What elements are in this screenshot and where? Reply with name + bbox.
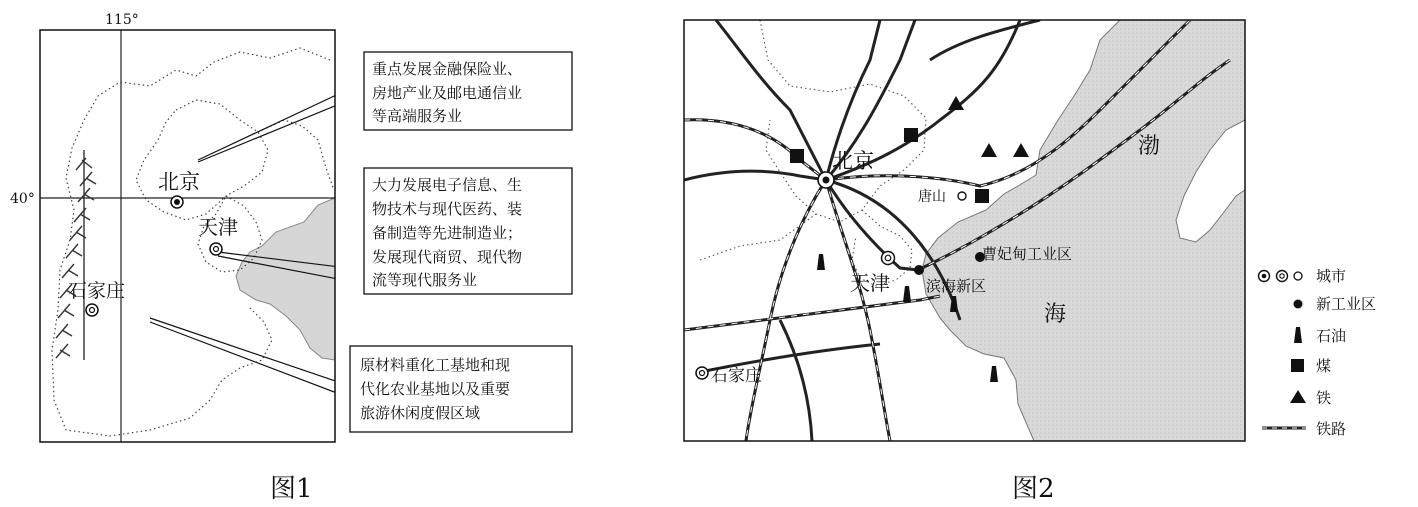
- northeast-boundary: [258, 120, 334, 190]
- bohai-sea-shading: [236, 198, 335, 360]
- iron-icon: [1013, 143, 1029, 157]
- box-beijing-line: 等高端服务业: [372, 107, 463, 125]
- shijiazhuang-symbol: [696, 367, 708, 379]
- bo-label: 渤: [1138, 134, 1161, 159]
- connector-beijing: [198, 82, 364, 160]
- hai-label: 海: [1044, 302, 1067, 327]
- lon-label: 115°: [105, 12, 139, 28]
- map2-caption: 图2: [1012, 474, 1055, 504]
- beijing-label: 北京: [832, 149, 874, 173]
- tianjin-symbol: [882, 252, 895, 265]
- box-tianjin-line: 发展现代商贸、现代物: [372, 248, 523, 266]
- box-hebei-line: 代化农业基地以及重要: [360, 380, 511, 398]
- coal-icon: [975, 189, 989, 203]
- shijiazhuang-symbol: [86, 304, 98, 316]
- legend: [1259, 267, 1377, 438]
- binhai-new-industrial-zone: [914, 265, 924, 275]
- oil-icon: [990, 366, 998, 382]
- box-beijing: [364, 52, 572, 130]
- beijing-symbol: [171, 196, 183, 208]
- shijiazhuang-label: 石家庄: [711, 366, 762, 386]
- legend-label: 石油: [1316, 327, 1347, 345]
- oil-icon: [903, 286, 911, 302]
- lat-label: 40°: [10, 191, 35, 207]
- legend-label: 铁: [1316, 389, 1332, 407]
- oil-icon: [1294, 327, 1302, 343]
- coal-icon: [904, 128, 918, 142]
- tangshan-label: 唐山: [918, 189, 946, 205]
- coal-icon: [790, 149, 804, 163]
- iron-icon: [1290, 390, 1306, 403]
- iron-icon: [981, 143, 997, 157]
- taihang-mountains: [56, 150, 96, 360]
- legend-label: 城市: [1316, 267, 1347, 285]
- map1: [10, 12, 572, 504]
- beijing-label: 北京: [158, 170, 200, 194]
- legend-label: 新工业区: [1316, 295, 1377, 313]
- box-hebei: [350, 346, 572, 432]
- tianjin-label: 天津: [850, 271, 890, 295]
- beijing-symbol: [818, 172, 834, 188]
- box-tianjin-line: 备制造等先进制造业；: [372, 224, 523, 242]
- binhai-label: 滨海新区: [926, 277, 987, 295]
- box-hebei-line: 原材料重化工基地和现: [360, 356, 511, 374]
- connector-beijing-b: [198, 94, 364, 162]
- caofeidian-label: 曹妃甸工业区: [982, 245, 1073, 263]
- box-hebei-line: 旅游休闲度假区域: [360, 404, 481, 422]
- box-tianjin-line: 物技术与现代医药、装: [372, 200, 523, 218]
- map2: [684, 20, 1376, 504]
- box-tianjin: [364, 168, 572, 294]
- tangshan-symbol: [958, 192, 966, 200]
- city-icon: [1259, 271, 1303, 282]
- legend-label: 煤: [1316, 357, 1332, 375]
- box-beijing-line: 房地产业及邮电通信业: [372, 84, 523, 102]
- box-beijing-line: 重点发展金融保险业、: [372, 60, 523, 78]
- box-tianjin-line: 大力发展电子信息、生: [372, 176, 523, 194]
- oil-icon: [817, 254, 825, 270]
- box-tianjin-line: 流等现代服务业: [372, 271, 478, 289]
- shijiazhuang-label: 石家庄: [68, 280, 126, 302]
- tianjin-symbol: [210, 243, 222, 255]
- map2-body: [684, 20, 1245, 441]
- coal-icon: [1291, 359, 1304, 372]
- map1-caption: 图1: [270, 474, 313, 504]
- new-industrial-zone-icon: [1294, 300, 1303, 309]
- tianjin-label: 天津: [198, 215, 238, 239]
- legend-label: 铁路: [1316, 420, 1347, 438]
